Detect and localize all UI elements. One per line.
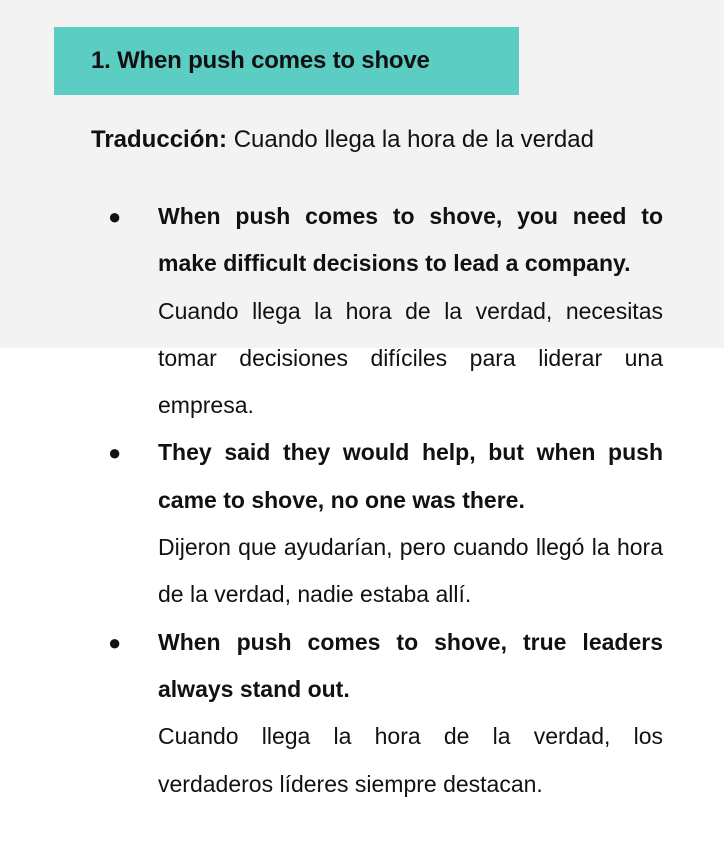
example-english: They said they would help, but when push came to shove, no one was there. [158, 439, 663, 513]
idiom-title: 1. When push comes to shove [91, 47, 430, 74]
example-english: When push comes to shove, you need to make difficult decisions to lead a company. [158, 203, 663, 277]
example-spanish: Cuando llega la hora de la verdad, necesitas tomar decisiones difíciles para liderar una empresa. [158, 297, 663, 419]
example-spanish: Cuando llega la hora de la verdad, los verdaderos líderes siempre destacan. [158, 723, 663, 797]
example-item-3 [0, 619, 724, 808]
bullet-icon: ● [108, 204, 122, 229]
idiom-heading-box [54, 27, 519, 95]
translation-label: Traducción: [91, 126, 228, 153]
example-item-1 [0, 193, 724, 429]
translation-text: Cuando llega la hora de la verdad [227, 126, 594, 153]
example-list [0, 193, 724, 808]
translation-line [91, 122, 594, 158]
example-spanish: Dijeron que ayudarían, pero cuando llegó la hora de la verdad, nadie estaba allí. [158, 534, 663, 608]
bullet-icon: ● [108, 629, 122, 655]
example-english: When push comes to shove, true leaders always stand out. [158, 628, 663, 702]
example-item-2 [0, 429, 724, 618]
bullet-icon: ● [108, 440, 122, 466]
